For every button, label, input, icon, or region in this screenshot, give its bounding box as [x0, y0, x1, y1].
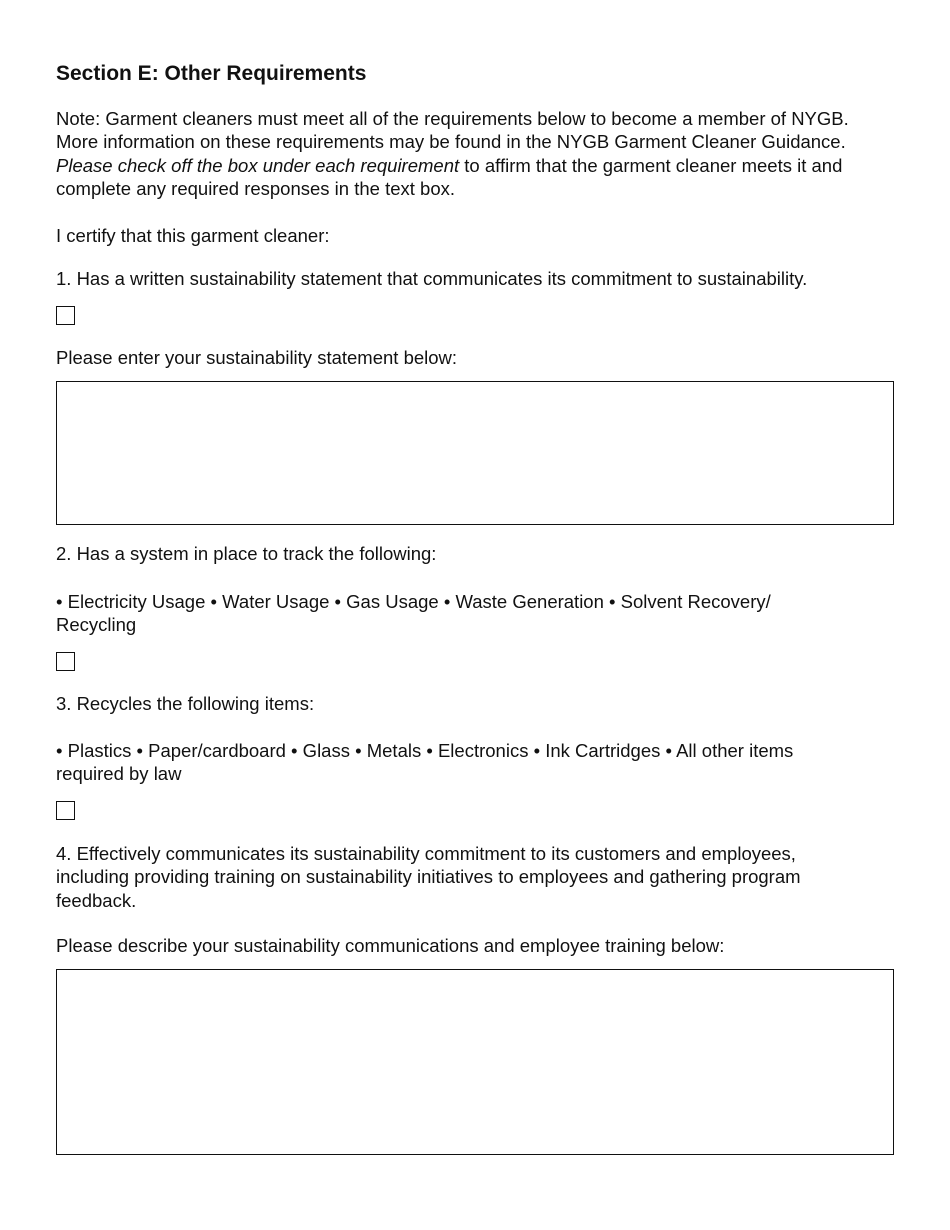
requirement-3-text: 3. Recycles the following items:	[56, 693, 315, 714]
requirement-4-text: 4. Effectively communicates its sustainability commitment to its customers and employees, including providing training on sustainability initiatives to employees and gathering program feedback.	[56, 843, 801, 911]
requirement-1-checkbox[interactable]	[56, 306, 75, 325]
sustainability-communications-textbox[interactable]	[56, 969, 894, 1155]
instructions-note	[56, 107, 896, 200]
note-text-continued: to affirm that the garment cleaner meets it and complete any required responses in the text box.	[56, 154, 843, 199]
requirement-4-prompt: Please describe your sustainability communications and employee training below:	[56, 935, 725, 956]
note-text: Note: Garment cleaners must meet all of the requirements below to become a member of NYGB. More information on these requirements may be found in the NYGB Garment Cleaner Guidance.	[56, 108, 849, 153]
section-title: Section E: Other Requirements	[56, 62, 367, 85]
requirement-2-bullets: • Electricity Usage • Water Usage • Gas Usage • Waste Generation • Solvent Recovery/ Recycling	[56, 591, 771, 636]
requirement-3-bullets: • Plastics • Paper/cardboard • Glass • Metals • Electronics • Ink Cartridges • All other items required by law	[56, 740, 794, 785]
requirement-1-prompt: Please enter your sustainability statement below:	[56, 347, 458, 368]
requirement-1-text: 1. Has a written sustainability statement that communicates its commitment to sustainability.	[56, 268, 808, 289]
note-italic-text: Please check off the box under each requirement	[56, 154, 460, 176]
requirement-2-text: 2. Has a system in place to track the following:	[56, 543, 437, 564]
requirement-3-checkbox[interactable]	[56, 801, 75, 820]
certify-statement: I certify that this garment cleaner:	[56, 225, 330, 246]
requirement-2-checkbox[interactable]	[56, 652, 75, 671]
sustainability-statement-textbox[interactable]	[56, 381, 894, 525]
